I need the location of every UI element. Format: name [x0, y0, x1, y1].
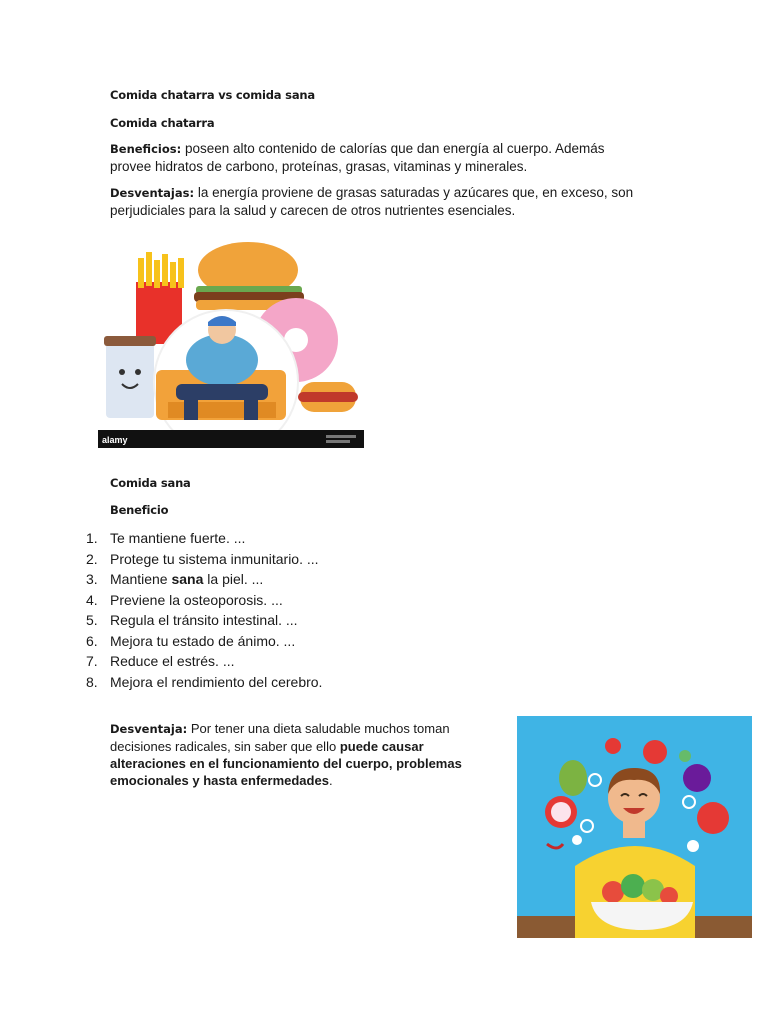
healthy-benefit-label: Beneficio	[110, 503, 169, 517]
onion-icon	[683, 764, 711, 792]
junk-disadvantages-label: Desventajas:	[110, 186, 195, 200]
list-item: 7. Reduce el estrés. ...	[86, 653, 235, 669]
pear-icon	[559, 760, 587, 796]
document-title: Comida chatarra vs comida sana	[110, 88, 315, 102]
list-item: 6. Mejora tu estado de ánimo. ...	[86, 632, 296, 649]
junk-benefits-paragraph	[110, 140, 640, 176]
junk-disadvantages-text: la energía proviene de grasas saturadas y azúcares que, en exceso, son perjudiciales para la salud y carecen de otros nutrientes esenciales.	[110, 185, 634, 218]
alamy-watermark: alamy	[102, 435, 128, 445]
list-item: 8. Mejora el rendimiento del cerebro.	[86, 673, 323, 690]
junk-food-heading: Comida chatarra	[110, 116, 215, 130]
list-item: 2. Protege tu sistema inmunitario. ...	[86, 550, 319, 567]
tomato-icon	[643, 740, 667, 764]
list-item: 4. Previene la osteoporosis. ...	[86, 591, 283, 608]
junk-disadvantages-paragraph	[110, 184, 650, 220]
junk-benefits-text: poseen alto contenido de calorías que dan energía al cuerpo. Además provee hidratos de carbono, proteínas, grasas, vitaminas y minerales.	[110, 141, 605, 174]
junk-food-illustration	[98, 232, 364, 448]
junk-benefits-label: Beneficios:	[110, 142, 182, 156]
healthy-food-illustration	[517, 716, 752, 938]
healthy-disadvantage-label: Desventaja:	[110, 722, 188, 736]
healthy-disadvantage-paragraph: Desventaja: Por tener una dieta saludable muchos toman decisiones radicales, sin saber que ello puede causar alteraciones en el funcionamiento del cuerpo, problemas emocionales y hasta enfermedades.	[110, 721, 462, 788]
list-item: 3. Mantiene sana la piel. ...	[86, 571, 264, 587]
drink-cup	[106, 342, 154, 418]
healthy-benefits-list	[84, 528, 322, 692]
strawberry-icon	[605, 738, 621, 754]
healthy-food-heading: Comida sana	[110, 476, 191, 490]
apple-icon	[697, 802, 729, 834]
list-item: 5. Regula el tránsito intestinal. ...	[86, 612, 298, 628]
list-item: 1. Te mantiene fuerte. ...	[86, 530, 246, 546]
